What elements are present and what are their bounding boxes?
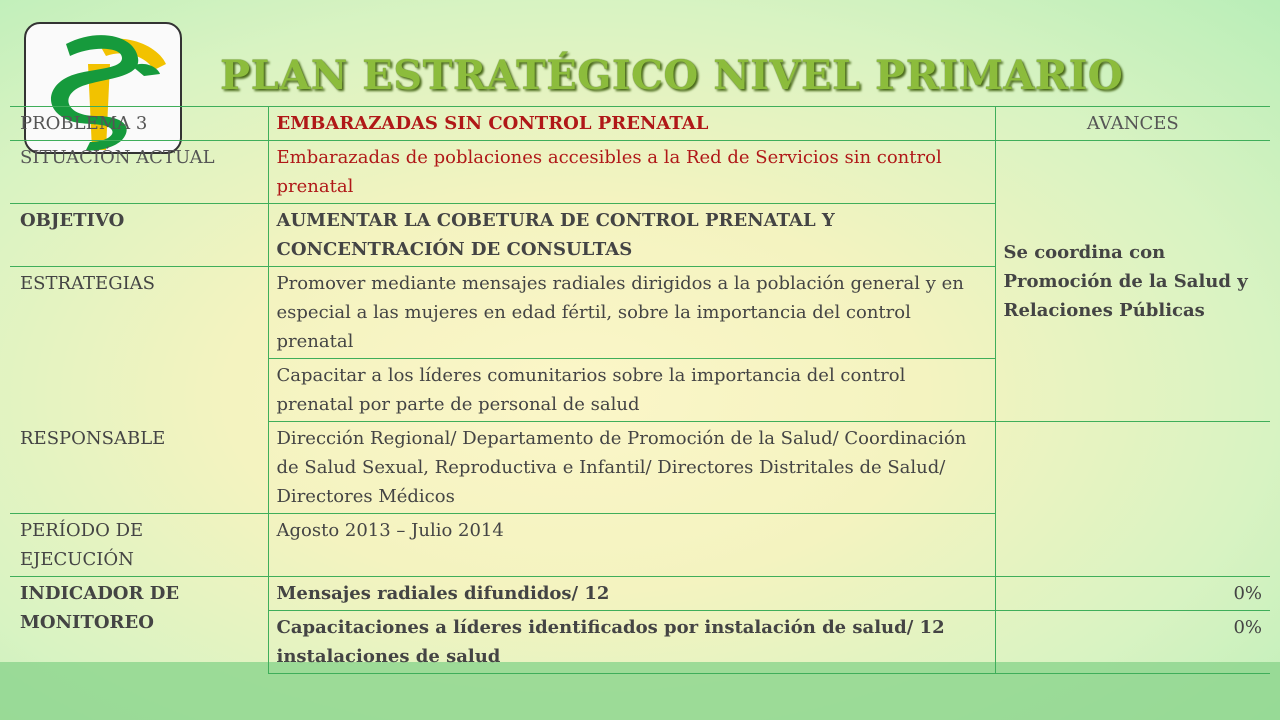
periodo-value: Agosto 2013 – Julio 2014 <box>268 514 995 577</box>
table-row <box>10 141 1270 204</box>
periodo-label: PERÍODO DE EJECUCIÓN <box>10 514 268 577</box>
responsable-value: Dirección Regional/ Departamento de Promoción de la Salud/ Coordinación de Salud Sexual, Reproductiva e Infantil/ Directores Distritales de Salud/ Directores Médicos <box>268 422 995 514</box>
problema-value: EMBARAZADAS SIN CONTROL PRENATAL <box>268 107 995 141</box>
table-row <box>10 422 1270 514</box>
table-row <box>10 107 1270 141</box>
estrategia-1: Promover mediante mensajes radiales dirigidos a la población general y en especial a las mujeres en edad fértil, sobre la importancia del control prenatal <box>268 267 995 359</box>
objetivo-value: AUMENTAR LA COBETURA DE CONTROL PRENATAL Y CONCENTRACIÓN DE CONSULTAS <box>268 204 995 267</box>
estrategia-2: Capacitar a los líderes comunitarios sobre la importancia del control prenatal por parte de personal de salud <box>268 359 995 422</box>
responsable-label: RESPONSABLE <box>10 422 268 514</box>
estrategias-spacer <box>10 359 268 422</box>
objetivo-label: OBJETIVO <box>10 204 268 267</box>
indicador-label: INDICADOR DE MONITOREO <box>10 577 268 674</box>
indicador-1: Mensajes radiales difundidos/ 12 <box>268 577 995 611</box>
avances-empty <box>995 422 1270 577</box>
avances-header: AVANCES <box>995 107 1270 141</box>
page-title: PLAN ESTRATÉGICO NIVEL PRIMARIO <box>220 52 1124 99</box>
avances-text: Se coordina con Promoción de la Salud y Relaciones Públicas <box>995 141 1270 422</box>
indicador-1-value: 0% <box>995 577 1270 611</box>
situacion-value: Embarazadas de poblaciones accesibles a la Red de Servicios sin control prenatal <box>268 141 995 204</box>
situacion-label: SITUACIÓN ACTUAL <box>10 141 268 204</box>
indicador-2: Capacitaciones a líderes identificados por instalación de salud/ 12 instalaciones de salud <box>268 611 995 674</box>
estrategias-label: ESTRATEGIAS <box>10 267 268 359</box>
plan-table <box>10 106 1270 674</box>
problema-label: PROBLEMA 3 <box>10 107 268 141</box>
indicador-2-value: 0% <box>995 611 1270 674</box>
table-row <box>10 577 1270 611</box>
